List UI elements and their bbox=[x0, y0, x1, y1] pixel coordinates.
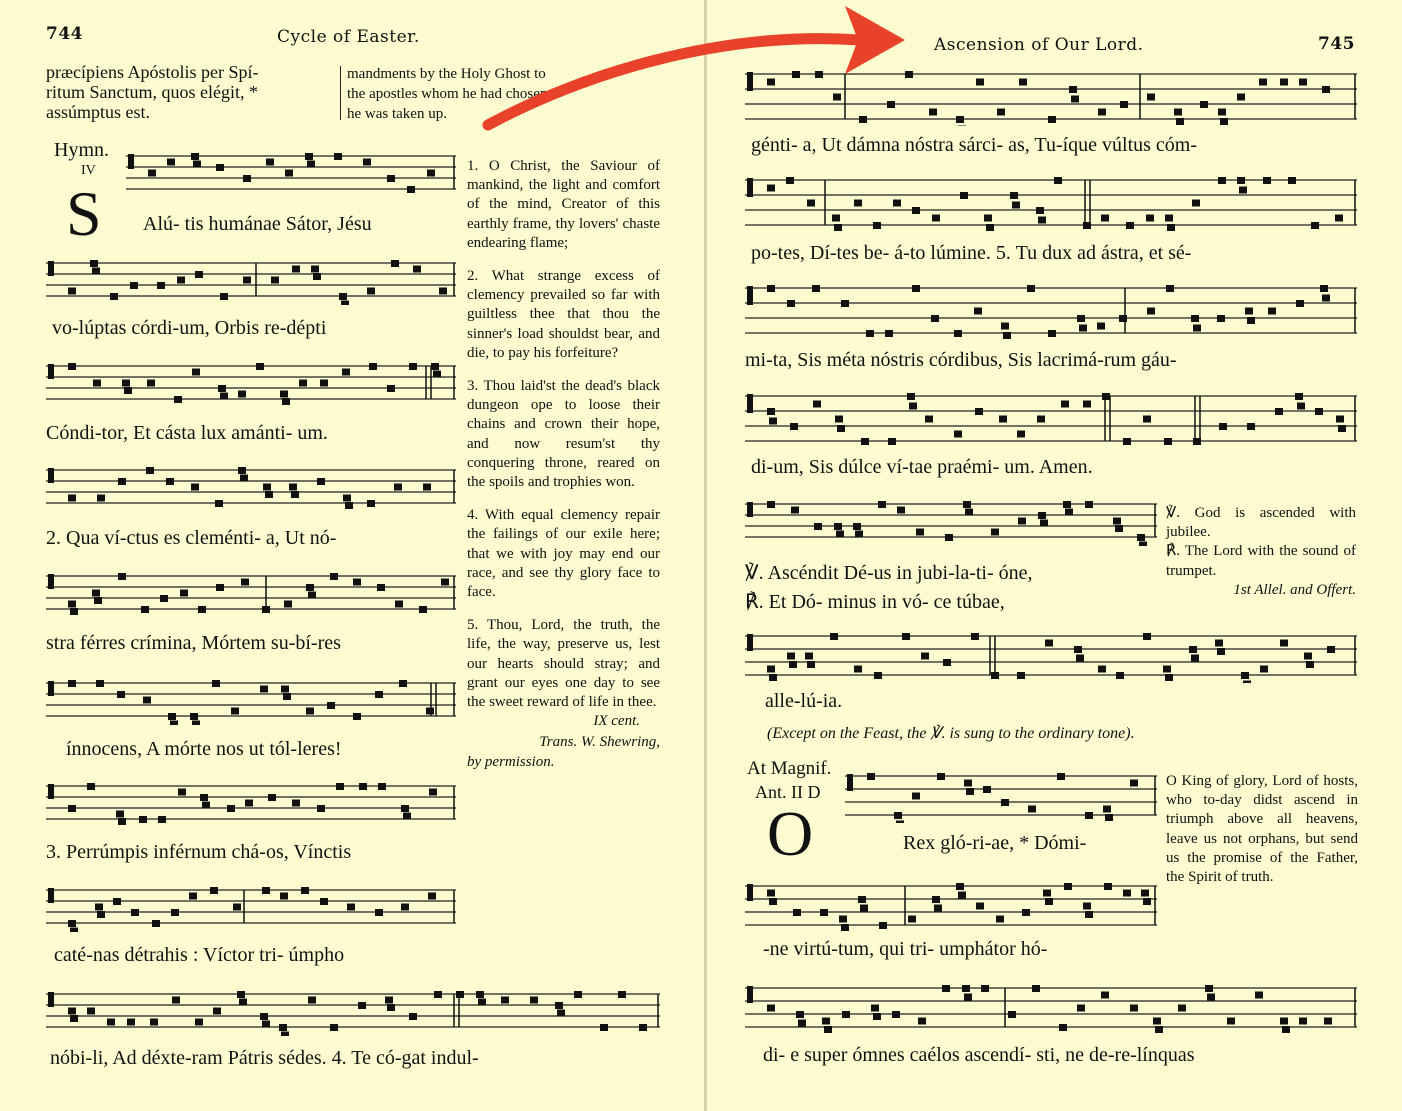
versicle-latin: ℣. Ascéndit Dé-us in jubi-la-ti- óne, bbox=[745, 562, 1033, 584]
staff-r3 bbox=[745, 280, 1357, 340]
left-page-number: 744 bbox=[46, 24, 83, 44]
alleluia: alle-lú-ia. bbox=[765, 690, 843, 712]
century-note: IX cent. bbox=[593, 713, 640, 730]
left-running-head: Cycle of Easter. bbox=[277, 27, 420, 47]
antiphon-english-text: O King of glory, Lord of hosts, who to-day didst ascend in triumph above all heavens, leave us not orphans, but send us the promise of the Father, the Spirit of truth. bbox=[1166, 773, 1358, 886]
antiphon-english bbox=[1166, 772, 1358, 887]
antiphon-lyric-3: di- e super ómnes caélos ascendí- sti, ne de-re-línquas bbox=[763, 1044, 1195, 1066]
antiphon-label: At Magnif. bbox=[747, 758, 832, 779]
right-running-head: Ascension of Our Lord. bbox=[934, 35, 1144, 55]
lyric-line-2: vo-lúptas córdi-um, Orbis re-dépti bbox=[52, 317, 327, 339]
staff-9 bbox=[46, 986, 660, 1036]
translation-stanza-2: 2. What strange excess of clemency prevailed so far with guiltless thee that thou the sinner's load shouldst bear, and die, to pay his forfeiture? bbox=[467, 268, 660, 361]
antiphon-lyric-2: -ne virtú-tum, qui tri- umphátor hó- bbox=[763, 938, 1048, 960]
hymn-translation bbox=[467, 157, 660, 772]
latin-intro bbox=[46, 62, 259, 122]
english-intro-line-2: the apostles whom he had chosen, bbox=[347, 86, 552, 102]
antiphon-mode: Ant. II D bbox=[755, 782, 821, 802]
staff-r2 bbox=[745, 172, 1357, 232]
english-intro-line-3: he was taken up. bbox=[347, 106, 447, 122]
latin-intro-line-2: ritum Sanctum, quos elégit, * bbox=[46, 82, 258, 102]
lyric-line-6: ínnocens, A mórte nos ut tól-leres! bbox=[66, 738, 342, 760]
lyric-line-9: nóbi-li, Ad déxte-ram Pátris sédes. 4. Te có-gat indul- bbox=[50, 1047, 479, 1069]
hymn-mode: IV bbox=[81, 163, 96, 178]
lyric-line-7: 3. Perrúmpis inférnum chá-os, Vínctis bbox=[46, 841, 352, 863]
latin-intro-line-3: assúmptus est. bbox=[46, 102, 151, 122]
staff-r8 bbox=[745, 878, 1157, 933]
latin-intro-line-1: præcípiens Apóstolis per Spí- bbox=[46, 62, 259, 82]
right-lyric-line-2: po-tes, Dí-tes be- á-to lúmine. 5. Tu dux ad ástra, et sé- bbox=[751, 242, 1192, 264]
credit-line-1: Trans. W. Shewring, bbox=[539, 734, 660, 751]
versicle-source: 1st Allel. and Offert. bbox=[1233, 581, 1356, 598]
translation-stanza-1: 1. O Christ, the Saviour of mankind, the light and comfort of the mind, Creator of this earthly frame, thy lovers' chaste endearing flame; bbox=[467, 158, 660, 251]
credit-line-2: by permission. bbox=[467, 753, 555, 770]
translation-stanza-5: 5. Thou, Lord, the truth, the life, the way, preserve us, lest our hearts should stray; and grant our eyes one day to see the sweet reward of life in thee. bbox=[467, 617, 660, 711]
versicle-english-text: ℣. God is ascended with jubilee. bbox=[1166, 505, 1356, 541]
hymn-label: Hymn. bbox=[54, 139, 109, 161]
staff-2 bbox=[46, 255, 456, 305]
lyric-line-1: Alú- tis humánae Sátor, Jésu bbox=[143, 213, 372, 235]
translation-stanza-4: 4. With equal clemency repair the failings of our exile here; that we with joy may end our race, and see thy glory face to face. bbox=[467, 507, 660, 601]
right-page-number: 745 bbox=[1318, 34, 1355, 54]
versicle-english bbox=[1166, 504, 1356, 600]
right-lyric-line-4: di-um, Sis dúlce ví-tae praémi- um. Amen. bbox=[751, 456, 1093, 478]
staff-r9 bbox=[745, 980, 1357, 1035]
response-english-text: ℟. The Lord with the sound of trumpet. bbox=[1166, 543, 1356, 579]
staff-3 bbox=[46, 358, 456, 408]
right-lyric-line-3: mi-ta, Sis méta nóstris córdibus, Sis lacrimá-rum gáu- bbox=[745, 349, 1177, 371]
lyric-line-3: Cóndi-tor, Et cásta lux amánti- um. bbox=[46, 422, 328, 444]
staff-6 bbox=[46, 675, 456, 725]
response-latin: ℟. Et Dó- minus in vó- ce túbae, bbox=[745, 591, 1005, 613]
right-page bbox=[707, 0, 1402, 1111]
staff-1 bbox=[126, 148, 456, 198]
staff-r4 bbox=[745, 388, 1357, 448]
staff-4 bbox=[46, 462, 456, 512]
staff-r5 bbox=[745, 496, 1157, 546]
rubric: (Except on the Feast, the ℣. is sung to the ordinary tone). bbox=[767, 725, 1135, 742]
staff-r7 bbox=[845, 768, 1157, 823]
lyric-line-4: 2. Qua ví-ctus es cleménti- a, Ut nó- bbox=[46, 527, 337, 549]
hymn-dropcap: S bbox=[66, 178, 102, 249]
english-intro-line-1: mandments by the Holy Ghost to bbox=[347, 66, 546, 82]
translation-stanza-3: 3. Thou laid'st the dead's black dungeon ope to loose their chains and crown their hope, and now resum'st thy conquering throne, reared on the spoils and trophies won. bbox=[467, 378, 660, 491]
annotation-arrow bbox=[470, 0, 930, 140]
lyric-line-8: caté-nas détrahis : Víctor tri- úmpho bbox=[54, 944, 345, 966]
lyric-line-5: stra férres crímina, Mórtem su-bí-res bbox=[46, 632, 341, 654]
staff-5 bbox=[46, 568, 456, 618]
antiphon-lyric-1: Rex gló-ri-ae, * Dómi- bbox=[903, 832, 1087, 854]
staff-8 bbox=[46, 882, 456, 932]
staff-7 bbox=[46, 778, 456, 828]
right-lyric-line-1: génti- a, Ut dámna nóstra sárci- as, Tu-íque vúltus cóm- bbox=[751, 134, 1198, 156]
staff-r6 bbox=[745, 628, 1357, 683]
antiphon-dropcap: O bbox=[767, 798, 814, 869]
